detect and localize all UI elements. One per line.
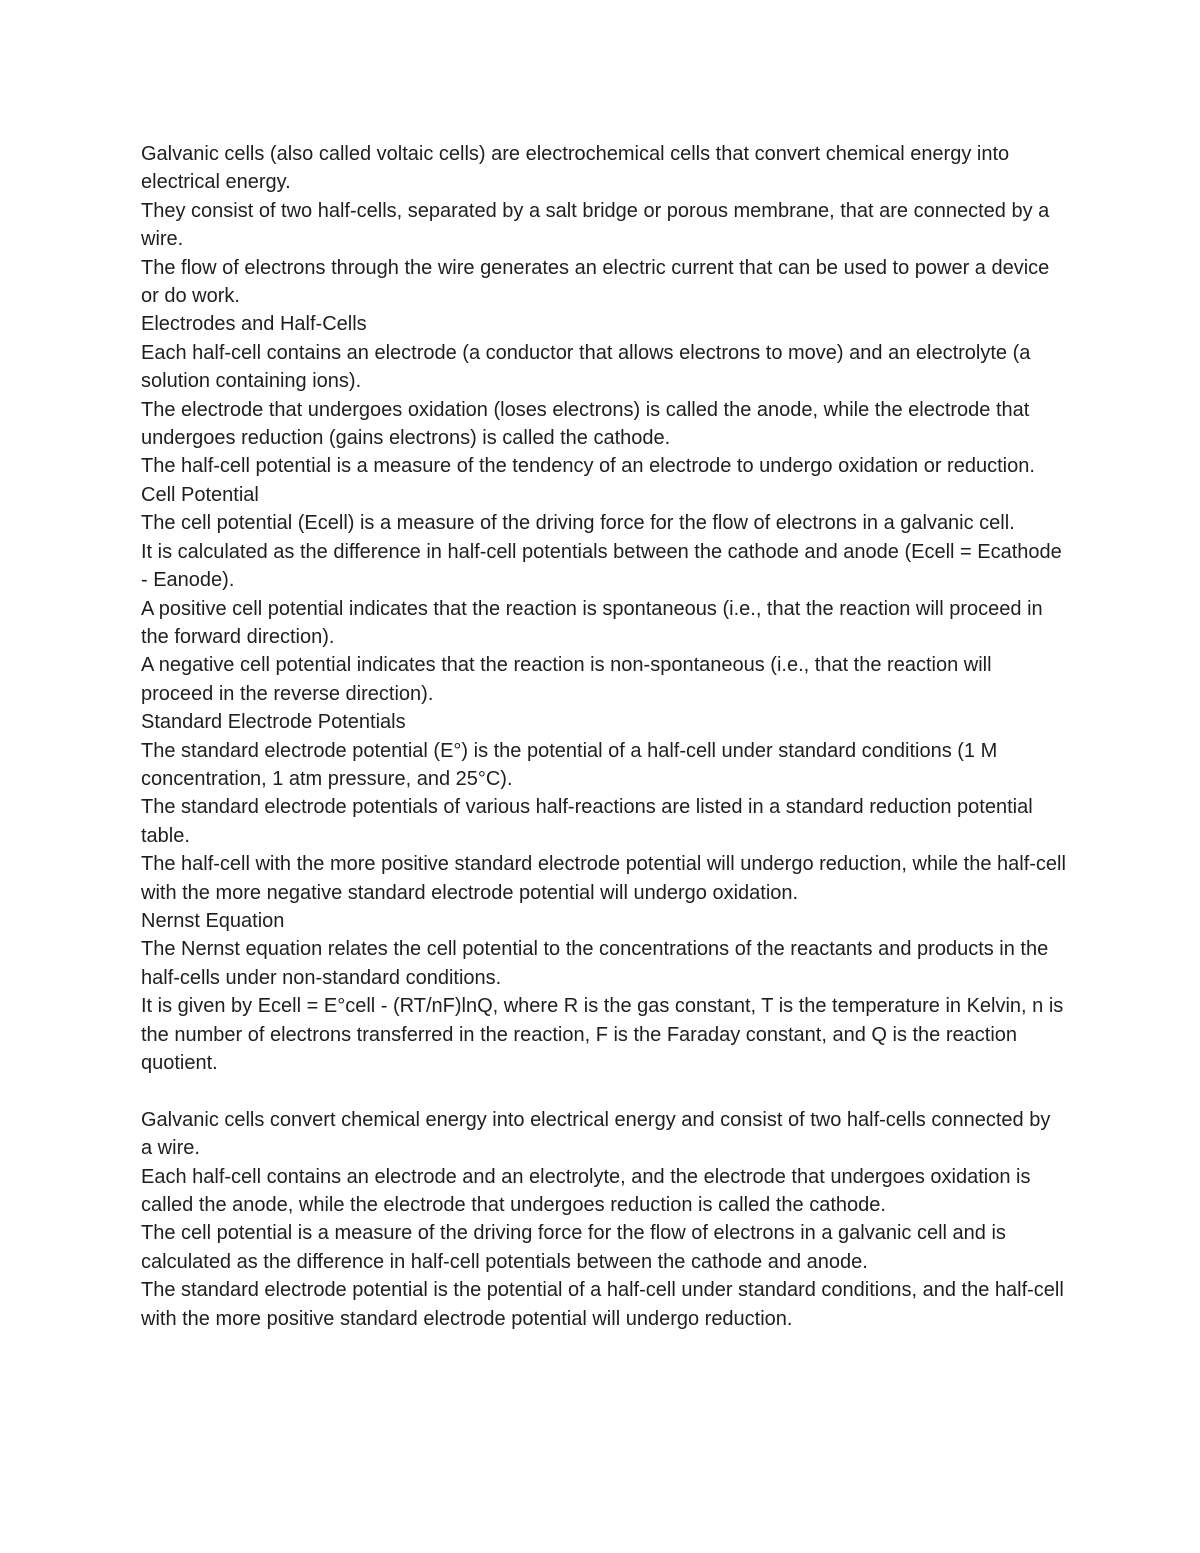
body-paragraph: The cell potential (Ecell) is a measure of the driving force for the flow of electrons in a galvanic cell. xyxy=(141,512,1015,535)
body-paragraph: Each half-cell contains an electrode (a conductor that allows electrons to move) and an electrolyte (a solution containing ions). xyxy=(141,341,1031,393)
section-heading-cell-potential: Cell Potential xyxy=(141,483,259,506)
body-paragraph: The electrode that undergoes oxidation (loses electrons) is called the anode, while the electrode that undergoes reduction (gains electrons) is called the cathode. xyxy=(141,398,1030,450)
section-heading-nernst: Nernst Equation xyxy=(141,909,285,932)
body-paragraph: The standard electrode potentials of various half-reactions are listed in a standard reduction potential table. xyxy=(141,796,1033,847)
document-body xyxy=(141,140,1066,1333)
section-heading-standard-potentials: Standard Electrode Potentials xyxy=(141,711,406,734)
body-paragraph: A negative cell potential indicates that the reaction is non-spontaneous (i.e., that the reaction will proceed in the reverse direction). xyxy=(141,654,992,705)
body-paragraph: The Nernst equation relates the cell potential to the concentrations of the reactants and products in the half-cells under non-standard conditions. xyxy=(141,938,1049,989)
body-paragraph: It is given by Ecell = E°cell - (RT/nF)lnQ, where R is the gas constant, T is the temperature in Kelvin, n is the number of electrons transferred in the reaction, F is the Faraday constant, and Q is the reaction quotient. xyxy=(141,995,1064,1074)
body-paragraph: They consist of two half-cells, separated by a salt bridge or porous membrane, that are connected by a wire. xyxy=(141,199,1050,251)
body-paragraph: The half-cell potential is a measure of the tendency of an electrode to undergo oxidation or reduction. xyxy=(141,455,1035,478)
summary-paragraph: The standard electrode potential is the potential of a half-cell under standard conditions, and the half-cell with the more positive standard electrode potential will undergo reduction. xyxy=(141,1279,1064,1330)
summary-paragraph: Each half-cell contains an electrode and an electrolyte, and the electrode that undergoes oxidation is called the anode, while the electrode that undergoes reduction is called the cathode. xyxy=(141,1165,1031,1217)
body-paragraph: The flow of electrons through the wire generates an electric current that can be used to power a device or do work. xyxy=(141,256,1050,308)
body-paragraph: The standard electrode potential (E°) is the potential of a half-cell under standard conditions (1 M concentration, 1 atm pressure, and 25°C). xyxy=(141,739,998,790)
body-paragraph: A positive cell potential indicates that the reaction is spontaneous (i.e., that the reaction will proceed in the forward direction). xyxy=(141,597,1043,648)
blank-line xyxy=(141,1077,1066,1105)
body-paragraph: Galvanic cells (also called voltaic cells) are electrochemical cells that convert chemical energy into electrical energy. xyxy=(141,143,1010,194)
body-paragraph: It is calculated as the difference in half-cell potentials between the cathode and anode (Ecell = Ecathode - Eanode). xyxy=(141,540,1062,592)
body-paragraph: The half-cell with the more positive standard electrode potential will undergo reduction, while the half-cell with the more negative standard electrode potential will undergo oxidation. xyxy=(141,853,1066,904)
summary-paragraph: Galvanic cells convert chemical energy into electrical energy and consist of two half-cells connected by a wire. xyxy=(141,1108,1051,1160)
summary-paragraph: The cell potential is a measure of the driving force for the flow of electrons in a galvanic cell and is calculated as the difference in half-cell potentials between the cathode and anode. xyxy=(141,1222,1006,1273)
section-heading-electrodes: Electrodes and Half-Cells xyxy=(141,313,367,336)
